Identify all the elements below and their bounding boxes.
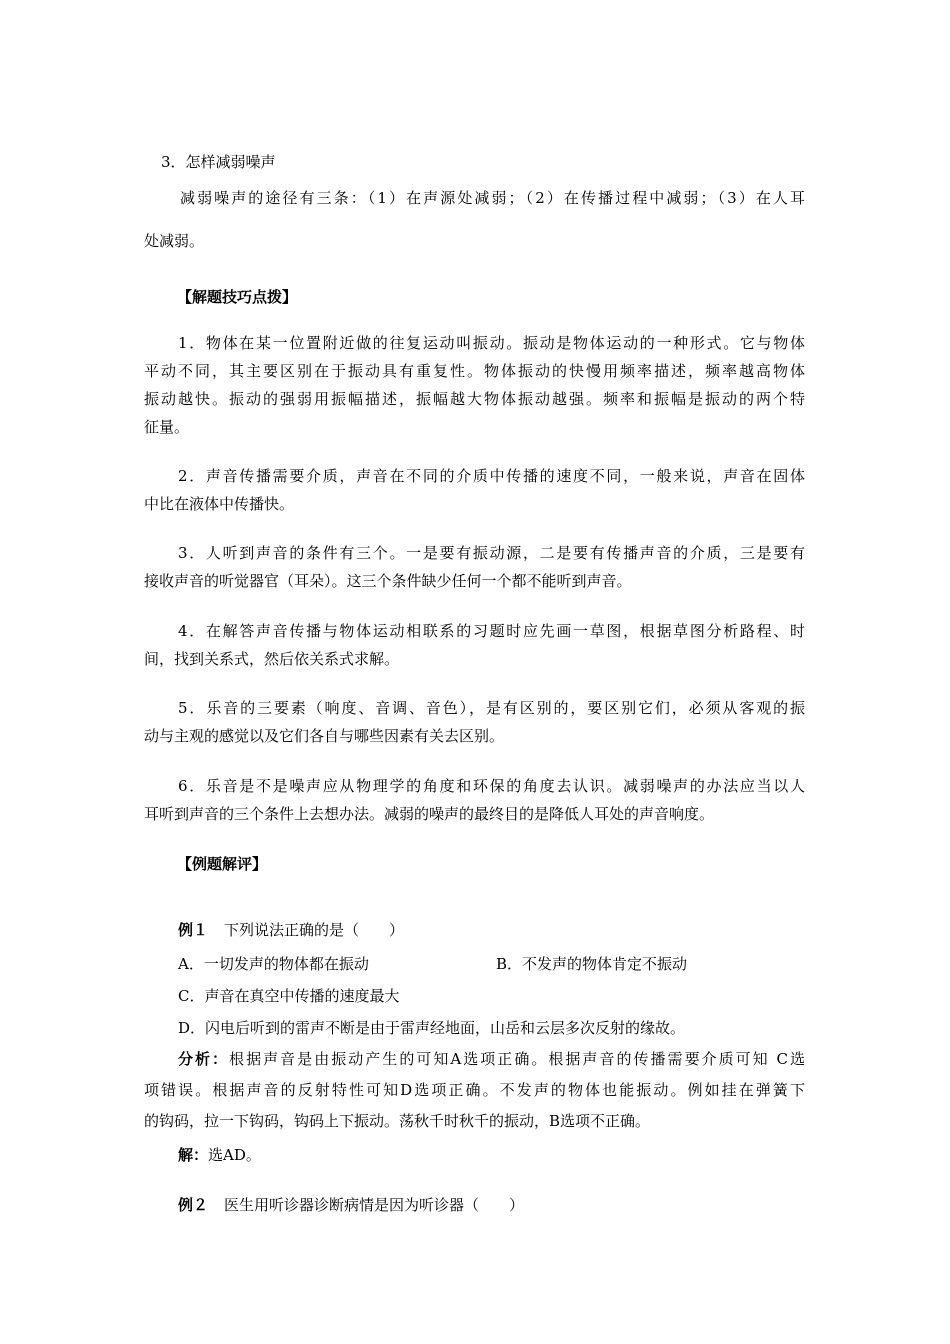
analysis-line: 的钩码，拉一下钩码，钩码上下振动。荡秋千时秋千的振动，B选项不正确。 <box>144 1112 651 1130</box>
paragraph-line: 1．物体在某一位置附近做的往复运动叫振动。振动是物体运动的一种形式。它与物体 <box>178 334 805 352</box>
option-a: A．一切发声的物体都在振动 <box>178 955 369 973</box>
paragraph-line: 平动不同，其主要区别在于振动具有重复性。物体振动的快慢用频率描述，频率越高物体 <box>144 362 805 380</box>
paragraph-line: 6．乐音是不是噪声应从物理学的角度和环保的角度去认识。减弱噪声的办法应当以人 <box>178 777 805 795</box>
paragraph-line: 减弱噪声的途径有三条：（1）在声源处减弱；（2）在传播过程中减弱；（3）在人耳 <box>180 189 805 207</box>
example-2-question <box>178 1195 524 1215</box>
analysis-line <box>178 1049 805 1069</box>
solution-text: 选AD。 <box>208 1146 261 1164</box>
paragraph-line: 接收声音的听觉器官（耳朵）。这三个条件缺少任何一个都不能听到声音。 <box>144 572 632 590</box>
option-b: B．不发声的物体肯定不振动 <box>496 955 688 973</box>
analysis-line: 项错误。根据声音的反射特性可知D选项正确。不发声的物体也能振动。例如挂在弹簧下 <box>144 1081 805 1099</box>
analysis-text: 根据声音是由振动产生的可知A选项正确。根据声音的传播需要介质可知 C选 <box>229 1050 805 1068</box>
tips-title: 【解题技巧点拨】 <box>177 288 298 306</box>
option-d: D．闪电后听到的雷声不断是由于雷声经地面，山岳和云层多次反射的缘故。 <box>178 1019 686 1037</box>
question-text: 下列说法正确的是（ ） <box>224 921 405 939</box>
option-c: C．声音在真空中传播的速度最大 <box>178 987 400 1005</box>
paragraph-line: 振动越快。振动的强弱用振幅描述，振幅越大物体振动越强。频率和振幅是振动的两个特 <box>144 390 805 408</box>
question-text: 医生用听诊器诊断病情是因为听诊器（ ） <box>224 1196 525 1214</box>
paragraph-line: 间，找到关系式，然后依关系式求解。 <box>144 650 400 668</box>
paragraph-line: 处减弱。 <box>144 232 205 250</box>
paragraph-line: 5．乐音的三要素（响度、音调、音色），是有区别的，要区别它们，必须从客观的振 <box>178 699 805 717</box>
analysis-label: 分析： <box>178 1050 230 1068</box>
paragraph-line: 动与主观的感觉以及它们各自与哪些因素有关去区别。 <box>144 727 505 745</box>
section-heading: 3．怎样减弱噪声 <box>161 153 276 171</box>
solution-line <box>178 1145 261 1165</box>
paragraph-line: 3．人听到声音的条件有三个。一是要有振动源，二是要有传播声音的介质，三是要有 <box>178 544 805 562</box>
example-label: 例１ <box>178 921 209 939</box>
paragraph-line: 2．声音传播需要介质，声音在不同的介质中传播的速度不同，一般来说，声音在固体 <box>178 467 805 485</box>
paragraph-line: 征量。 <box>144 418 190 436</box>
paragraph-line: 中比在液体中传播快。 <box>144 495 295 513</box>
example-1-question <box>178 920 404 940</box>
paragraph-line: 耳听到声音的三个条件上去想办法。减弱的噪声的最终目的是降低人耳处的声音响度。 <box>144 805 715 823</box>
solution-label: 解： <box>178 1146 209 1164</box>
example-label: 例２ <box>178 1196 209 1214</box>
examples-title: 【例题解评】 <box>177 855 268 873</box>
paragraph-line: 4．在解答声音传播与物体运动相联系的习题时应先画一草图，根据草图分析路程、时 <box>178 622 805 640</box>
